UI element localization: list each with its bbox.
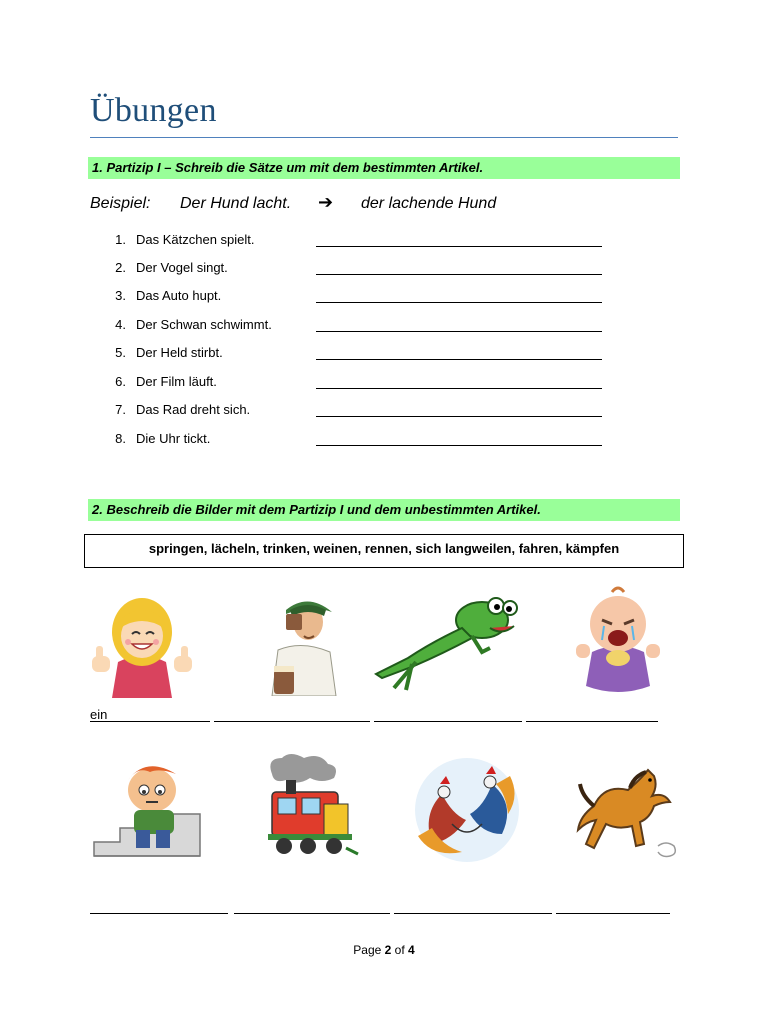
item-number: 7. — [115, 402, 126, 417]
answer-line[interactable] — [90, 913, 228, 914]
bored-boy-image — [90, 756, 206, 866]
answer-line[interactable] — [234, 913, 390, 914]
answer-line[interactable] — [394, 913, 552, 914]
example-input: Der Hund lacht. — [180, 195, 292, 212]
answer-line[interactable] — [90, 721, 210, 722]
item-number: 8. — [115, 431, 126, 446]
item-sentence: Der Held stirbt. — [136, 345, 223, 360]
answer-line[interactable] — [316, 274, 602, 275]
exercise-item — [110, 288, 610, 308]
answer-line[interactable] — [316, 416, 602, 417]
fighting-roosters-image — [412, 754, 522, 866]
example-output: der lachende Hund — [361, 195, 497, 212]
item-sentence: Der Vogel singt. — [136, 260, 228, 275]
page-footer — [0, 943, 768, 957]
answer-line[interactable] — [316, 331, 602, 332]
exercise-item — [110, 374, 610, 394]
example-label: Beispiel: — [90, 195, 151, 212]
item-number: 6. — [115, 374, 126, 389]
item-sentence: Der Schwan schwimmt. — [136, 317, 272, 332]
answer-line[interactable] — [316, 445, 602, 446]
item-number: 2. — [115, 260, 126, 275]
answer-line[interactable] — [526, 721, 658, 722]
item-sentence: Die Uhr tickt. — [136, 431, 211, 446]
section-1-heading: 1. Partizip I – Schreib die Sätze um mit dem bestimmten Artikel. — [92, 160, 484, 175]
exercise-item — [110, 260, 610, 280]
page-title: Übungen — [90, 92, 217, 129]
item-number: 3. — [115, 288, 126, 303]
total-pages-number: 4 — [408, 943, 415, 957]
exercise-item — [110, 317, 610, 337]
exercise-item — [110, 345, 610, 365]
item-number: 1. — [115, 232, 126, 247]
jumping-frog-image — [372, 592, 522, 692]
answer-line[interactable] — [316, 246, 602, 247]
item-sentence: Der Film läuft. — [136, 374, 217, 389]
current-page-number: 2 — [384, 943, 392, 957]
answer-line[interactable] — [316, 359, 602, 360]
section-2-heading: 2. Beschreib die Bilder mit dem Partizip I und dem unbestimmten Artikel. — [92, 502, 541, 517]
answer-line[interactable] — [316, 388, 602, 389]
word-bank: springen, lächeln, trinken, weinen, rennen, sich langweilen, fahren, kämpfen — [148, 541, 620, 556]
footer-middle: of — [391, 943, 409, 957]
item-sentence: Das Auto hupt. — [136, 288, 222, 303]
driving-train-image — [262, 752, 360, 858]
arrow-right-icon: ➔ — [318, 192, 334, 212]
item-sentence: Das Kätzchen spielt. — [136, 232, 255, 247]
crying-baby-image — [574, 582, 662, 696]
title-divider — [90, 137, 678, 138]
answer-line[interactable] — [316, 302, 602, 303]
answer-prefix: ein — [90, 707, 108, 722]
smiling-girl-image — [90, 592, 194, 698]
footer-prefix: Page — [353, 943, 385, 957]
drinking-man-image — [264, 596, 342, 696]
exercise-item — [110, 232, 610, 252]
item-sentence: Das Rad dreht sich. — [136, 402, 251, 417]
answer-line[interactable] — [214, 721, 370, 722]
section-2-heading-bar — [88, 499, 680, 521]
item-number: 4. — [115, 317, 126, 332]
answer-line[interactable] — [556, 913, 670, 914]
exercise-item — [110, 402, 610, 422]
word-bank-box — [84, 534, 684, 568]
section-1-heading-bar — [88, 157, 680, 179]
item-number: 5. — [115, 345, 126, 360]
exercise-item — [110, 431, 610, 451]
running-horse-image — [574, 766, 680, 860]
answer-line[interactable] — [374, 721, 522, 722]
